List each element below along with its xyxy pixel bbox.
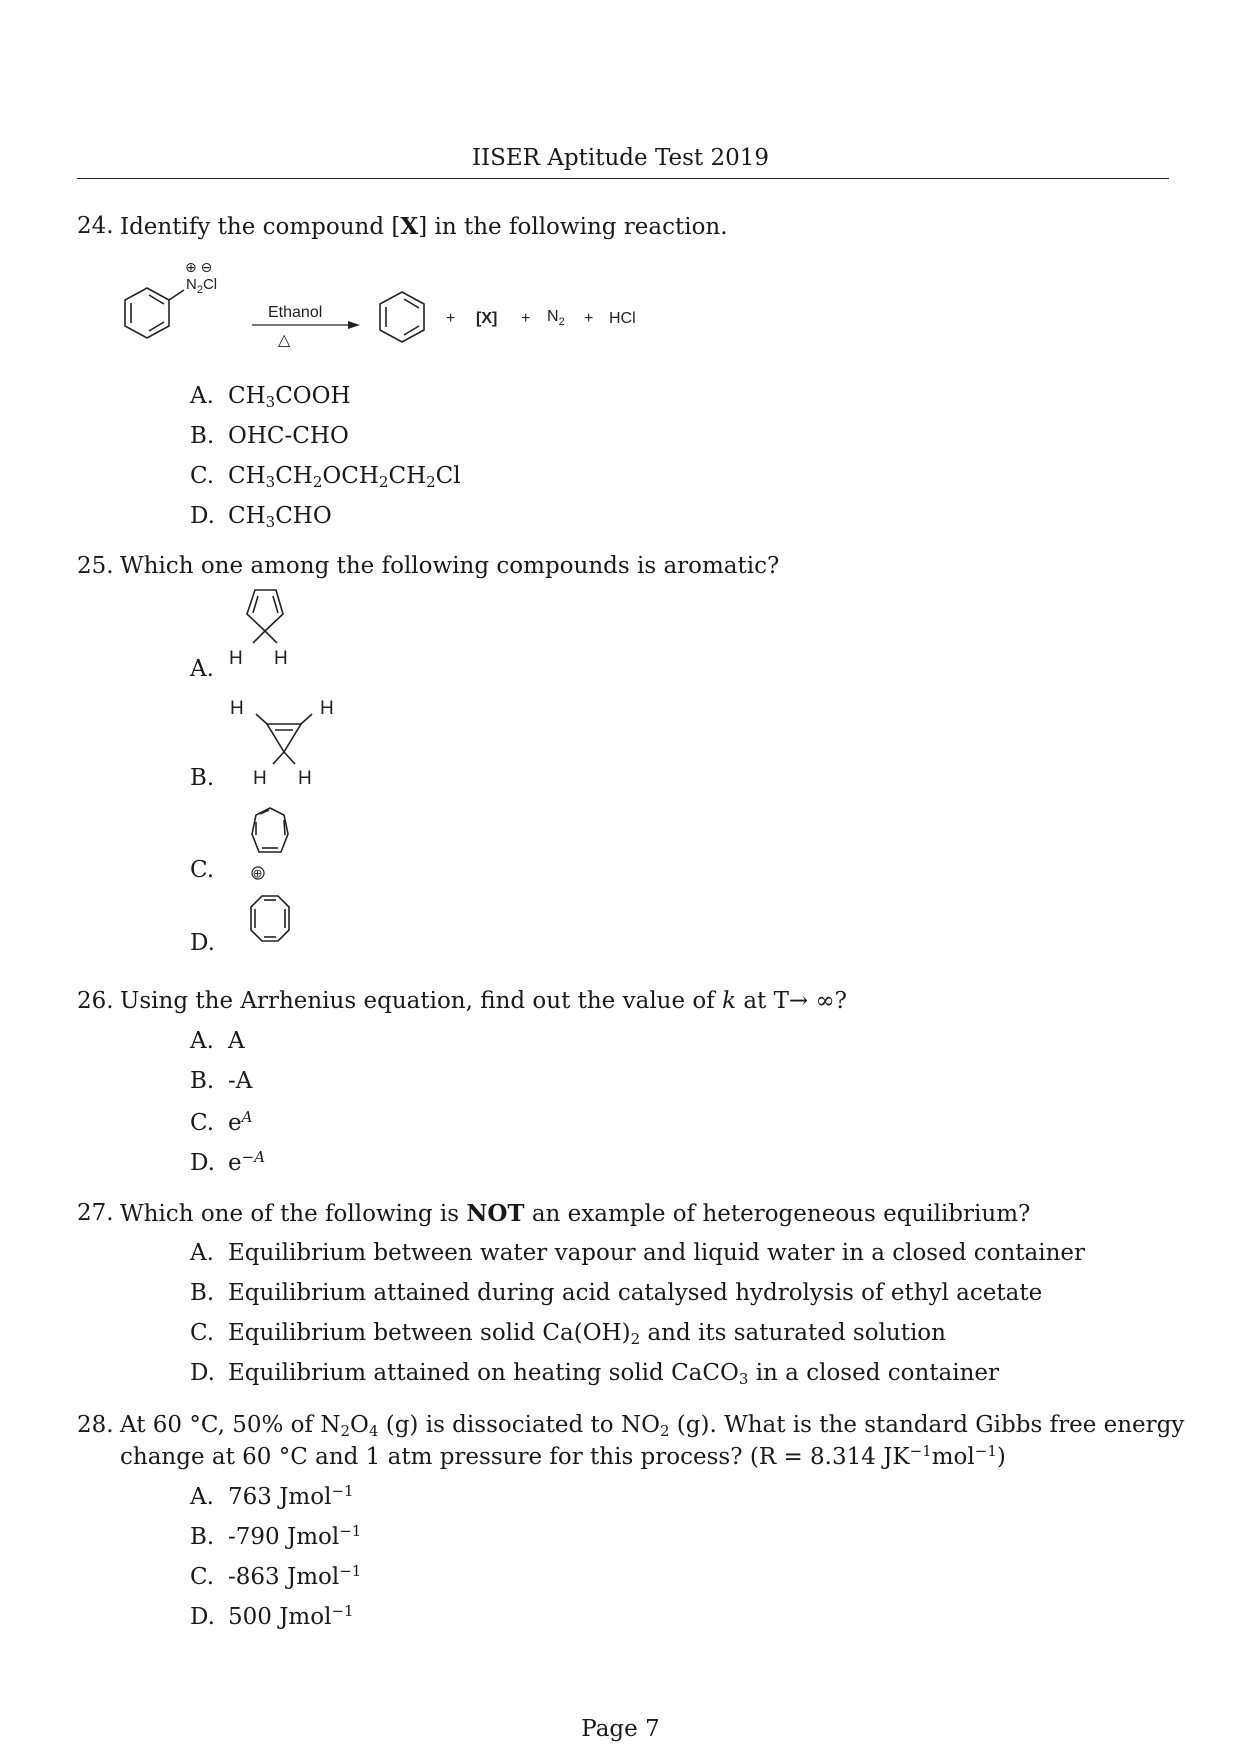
q26-option-c[interactable]: C. $e^A$ [190, 1108, 253, 1136]
q26-option-b[interactable]: B. -A [190, 1068, 253, 1094]
q25-option-a[interactable]: A. [190, 656, 214, 682]
q24-option-a[interactable]: A. $CH_3COOH$ [190, 383, 351, 411]
q26-option-d[interactable]: D. $e^{-A}$ [190, 1148, 266, 1176]
q27-option-a[interactable]: A. Equilibrium between water vapour and liquid water in a closed container [190, 1240, 1086, 1266]
q24-option-c[interactable]: C. $CH_3CH_2OCH_2CH_2Cl$ [190, 463, 461, 491]
benzene-product-structure [380, 292, 424, 342]
q25-text: Which one among the following compounds is aromatic? [120, 553, 780, 579]
benzene-diazonium-structure [125, 288, 184, 338]
reagent-ethanol: Ethanol [268, 304, 323, 321]
x-compound-label: [X] [476, 310, 498, 327]
page-number: Page 7 [581, 1716, 660, 1742]
cyclooctatetraene-structure [225, 888, 305, 963]
svg-text:H: H [298, 768, 312, 789]
q25-number: 25. [77, 553, 114, 579]
q24-option-d[interactable]: D. $CH_3CHO$ [190, 503, 332, 531]
q24-option-b[interactable]: B. OHC-CHO [190, 423, 349, 449]
q26-number: 26. [77, 988, 114, 1014]
q26-text: Using the Arrhenius equation, find out the value of k at T→ ∞? [120, 988, 848, 1014]
q27-option-c[interactable]: C. Equilibrium between solid $Ca(OH)_2$ and its saturated solution [190, 1320, 946, 1348]
q26-option-a[interactable]: A. A [190, 1028, 245, 1054]
q28-number: 28. [77, 1412, 114, 1438]
plus-2: + [521, 310, 531, 327]
q28-option-d[interactable]: D. 500 Jmol$^{-1}$ [190, 1602, 354, 1630]
svg-text:H: H [320, 698, 334, 719]
q28-option-b[interactable]: B. -790 Jmol$^{-1}$ [190, 1522, 362, 1550]
plus-1: + [446, 310, 456, 327]
svg-text:⊕: ⊕ [252, 866, 263, 881]
tropylium-structure [225, 800, 305, 885]
svg-text:H: H [253, 768, 267, 789]
q28-option-c[interactable]: C. -863 Jmol$^{-1}$ [190, 1562, 362, 1590]
hcl-label: HCl [609, 310, 636, 327]
q28-text-line1: At 60 °C, 50% of $N_2O_4$ (g) is dissociated to $NO_2$ (g). What is the standard Gibbs free energy [120, 1412, 1185, 1440]
q27-option-d[interactable]: D. Equilibrium attained on heating solid CaCO$_3$ in a closed container [190, 1360, 1000, 1388]
q28-text-line2: change at 60 °C and 1 atm pressure for this process? (R = 8.314 $JK^{-1}mol^{-1}$) [120, 1442, 1006, 1470]
diazonium-label: $N_2Cl$ [186, 276, 218, 296]
cyclopentadiene-structure [225, 585, 305, 680]
heat-symbol: △ [278, 332, 291, 349]
plus-3: + [584, 310, 594, 327]
q24-reaction-scheme [110, 255, 670, 355]
q24-text: Identify the compound [X] in the following reaction. [120, 213, 728, 240]
q27-text: Which one of the following is NOT an example of heterogeneous equilibrium? [120, 1200, 1031, 1227]
q27-option-b[interactable]: B. Equilibrium attained during acid catalysed hydrolysis of ethyl acetate [190, 1280, 1043, 1306]
svg-text:H: H [230, 698, 244, 719]
cyclopropene-structure [225, 690, 345, 790]
svg-text:H: H [274, 648, 288, 669]
q25-option-d[interactable]: D. [190, 930, 215, 956]
charge-symbols: ⊕ ⊖ [185, 259, 213, 275]
arrowhead [348, 321, 360, 329]
nitrogen-label: $N_2$ [547, 308, 565, 328]
q24-number: 24. [77, 213, 114, 239]
svg-text:H: H [229, 648, 243, 669]
q25-option-b[interactable]: B. [190, 765, 215, 791]
q27-number: 27. [77, 1200, 114, 1226]
q25-option-c[interactable]: C. [190, 857, 215, 883]
page-header-title: IISER Aptitude Test 2019 [471, 145, 770, 171]
header-rule [77, 178, 1169, 179]
q28-option-a[interactable]: A. 763 Jmol$^{-1}$ [190, 1482, 354, 1510]
